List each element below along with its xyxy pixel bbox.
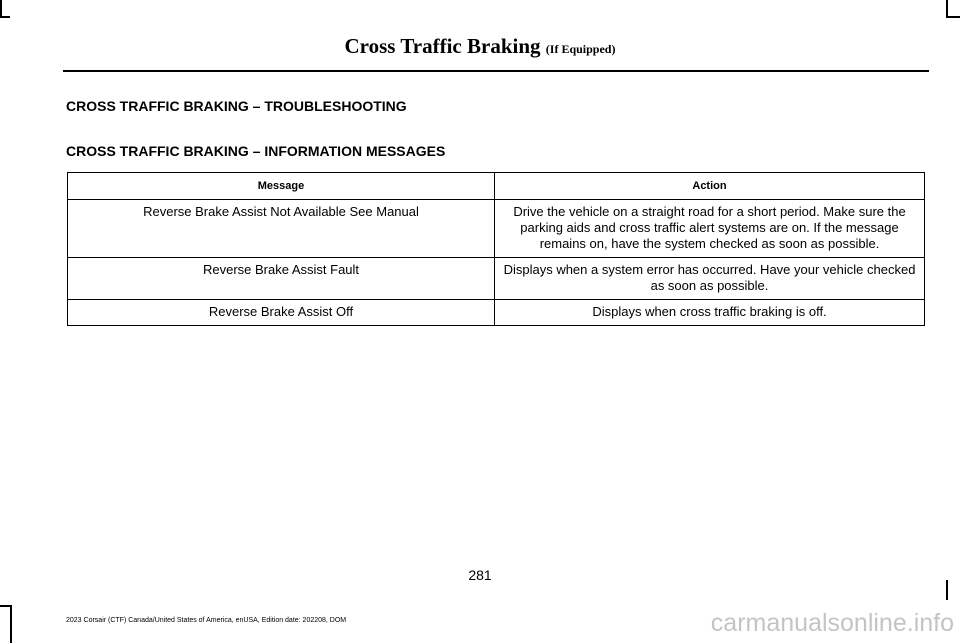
table-header-row: [68, 173, 925, 200]
header-divider: [63, 70, 929, 72]
column-header-message: Message: [68, 173, 495, 200]
column-header-action: Action: [495, 173, 925, 200]
action-cell: Displays when a system error has occurred. Have your vehicle checked as soon as possible.: [495, 258, 925, 300]
page-number: 281: [468, 567, 492, 583]
information-messages-table: [67, 172, 925, 326]
crop-mark-bottom-left: [10, 605, 12, 643]
crop-mark-top-right: [946, 16, 960, 18]
page-subtitle: (If Equipped): [545, 42, 616, 56]
watermark: carmanualsonline.info: [710, 609, 954, 637]
message-cell: Reverse Brake Assist Not Available See Manual: [68, 200, 495, 258]
table-row: [68, 300, 925, 326]
action-cell: Drive the vehicle on a straight road for a short period. Make sure the parking aids and cross traffic alert systems are on. If the message remains on, have the system checked as soon as possible.: [495, 200, 925, 258]
section-heading-troubleshooting: CROSS TRAFFIC BRAKING – TROUBLESHOOTING: [66, 98, 407, 114]
page-header: [0, 34, 960, 59]
action-cell: Displays when cross traffic braking is off.: [495, 300, 925, 326]
message-cell: Reverse Brake Assist Fault: [68, 258, 495, 300]
table-row: [68, 258, 925, 300]
section-heading-information-messages: CROSS TRAFFIC BRAKING – INFORMATION MESSAGES: [66, 143, 446, 159]
crop-mark-top-left: [0, 16, 10, 18]
message-cell: Reverse Brake Assist Off: [68, 300, 495, 326]
page-title: Cross Traffic Braking: [344, 34, 541, 58]
crop-mark-bottom-right: [946, 580, 948, 600]
table-row: [68, 200, 925, 258]
edition-footer: 2023 Corsair (CTF) Canada/United States of America, enUSA, Edition date: 202208, DOM: [66, 617, 347, 624]
